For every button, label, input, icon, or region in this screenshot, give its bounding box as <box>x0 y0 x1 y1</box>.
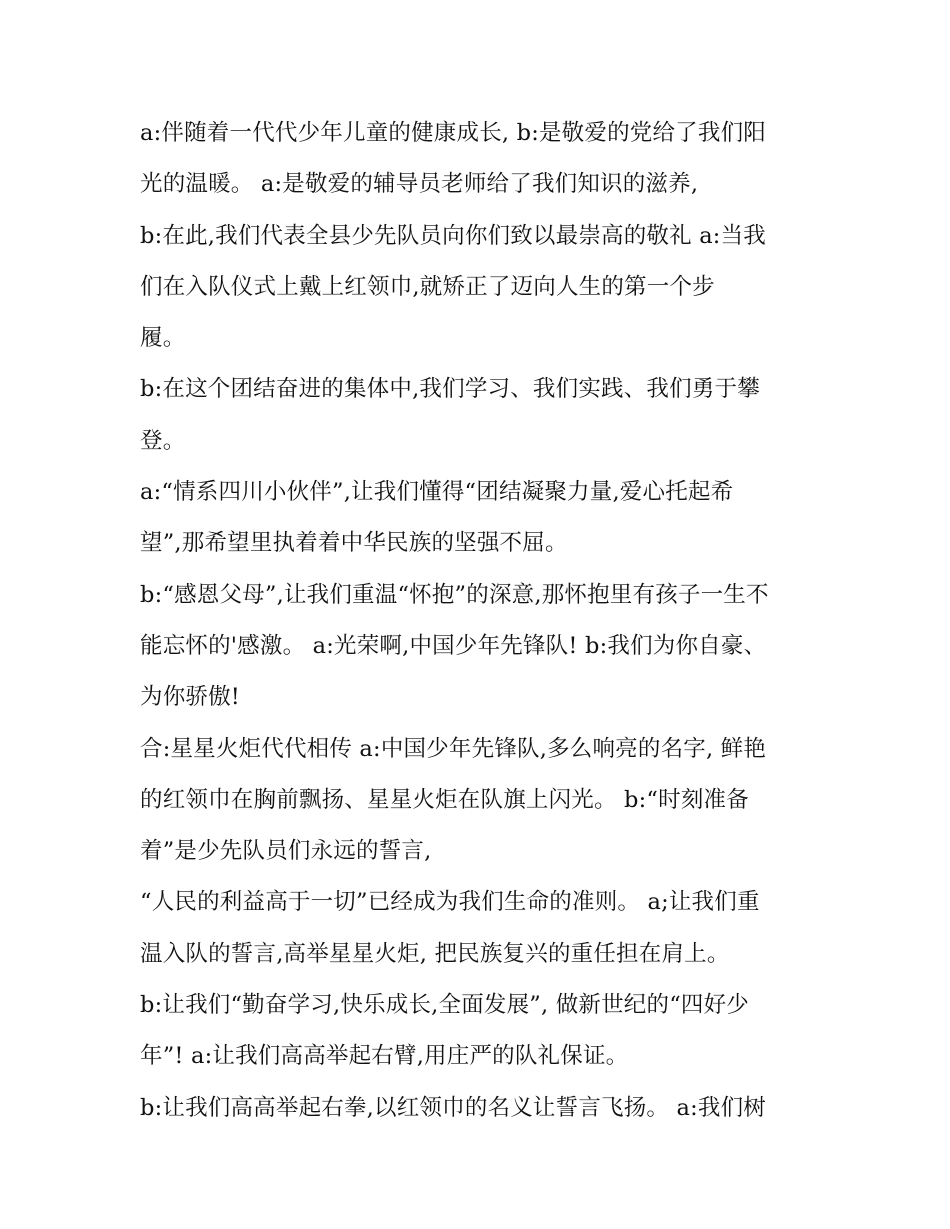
text-line: b:在这个团结奋进的集体中,我们学习、我们实践、我们勇于攀 <box>140 376 760 403</box>
text-line: b:让我们“勤奋学习,快乐成长,全面发展”, 做新世纪的“四好少 <box>140 992 750 1019</box>
document-body <box>140 108 830 1134</box>
text-line: 为你骄傲! <box>140 684 241 711</box>
text-line: 光的温暖。 a:是敬爱的辅导员老师给了我们知识的滋养, <box>140 171 699 198</box>
text-line: a:“情系四川小伙伴”,让我们懂得“团结凝聚力量,爱心托起希 <box>140 479 734 506</box>
text-line: 合:星星火炬代代相传 a:中国少年先锋队,多么响亮的名字, 鲜艳 <box>140 735 767 762</box>
text-line: 年”! a:让我们高高举起右臂,用庄严的队礼保证。 <box>140 1043 629 1070</box>
text-line: b:让我们高高举起右拳,以红领巾的名义让誓言飞扬。 a:我们树 <box>140 1094 766 1121</box>
text-line: 能忘怀的'感激。 a:光荣啊,中国少年先锋队! b:我们为你自豪、 <box>140 632 767 659</box>
text-line: b:在此,我们代表全县少先队员向你们致以最崇高的敬礼 a:当我 <box>140 222 766 249</box>
text-line: 的红领巾在胸前飘扬、星星火炬在队旗上闪光。 b:“时刻准备 <box>140 786 749 813</box>
text-line: 着”是少先队员们永远的誓言, <box>140 838 432 865</box>
text-line: 望”,那希望里执着着中华民族的坚强不屈。 <box>140 530 568 557</box>
text-line: 们在入队仪式上戴上红领巾,就矫正了迈向人生的第一个步 <box>140 273 715 300</box>
text-line: 温入队的誓言,高举星星火炬, 把民族复兴的重任担在肩上。 <box>140 940 730 967</box>
text-line: b:“感恩父母”,让我们重温“怀抱”的深意,那怀抱里有孩子一生不 <box>140 581 769 608</box>
text-line: a:伴随着一代代少年儿童的健康成长, b:是敬爱的党给了我们阳 <box>140 120 766 146</box>
text-line: 登。 <box>140 427 186 454</box>
text-line: 履。 <box>140 325 186 352</box>
text-line: “人民的利益高于一切”已经成为我们生命的准则。 a;让我们重 <box>140 889 760 916</box>
